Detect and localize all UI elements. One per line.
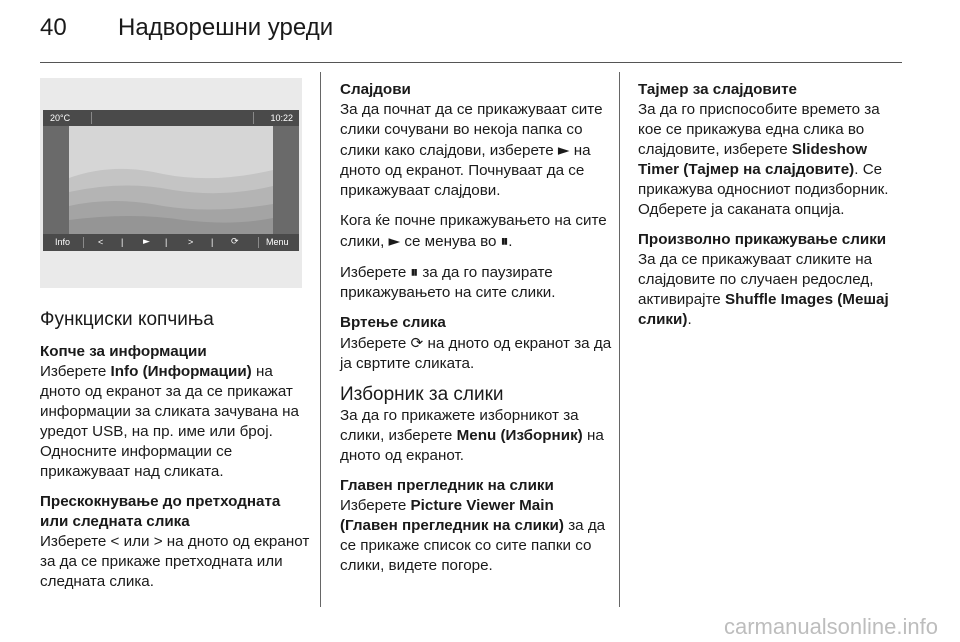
divider-glyph: | — [165, 237, 168, 247]
subheading-shuffle: Произволно прикажување слики — [638, 231, 887, 248]
play-icon: ► — [388, 232, 401, 250]
section-title-function-buttons: Функциски копчиња — [40, 309, 214, 330]
next-symbol: > — [153, 533, 163, 550]
watermark: carmanualsonline.info — [723, 614, 938, 639]
play-button[interactable]: ► — [143, 237, 150, 247]
paragraph-viewer: Главен прегледник на слики Изберете Picture Viewer Main (Главен прегледник на слики) за да се прикаже список со сите папки со слики, видете погоре. — [340, 476, 612, 576]
paragraph-shuffle: Произволно прикажување слики За да се прикажуваат сликите на слајдовите по случаен редослед, активирајте Shuffle Images (Мешај слики). — [638, 230, 904, 330]
paragraph-skip: Прескокнување до претходната или следната слика Изберете < или > на дното од екранот за да се прикаже претходната или следната слика. — [40, 492, 312, 592]
previous-symbol: < — [110, 533, 120, 550]
paragraph-slides-2: Кога ќе почне прикажувањето на сите слики, ► се менува во ⏸. — [340, 212, 607, 250]
paragraph-slides: Слајдови За да почнат да се прикажуваат сите слики сочувани во некоја папка со слики како слајдови, изберете ► на дното од екранот. Почнуваат да се прикажуваат слајдови. — [340, 80, 612, 201]
info-button[interactable]: Info — [55, 237, 71, 247]
paragraph-timer: Тајмер за слајдовите За да го приспособите времето за кое се прикажува една слика во слајдовите, изберете Slideshow Timer (Тајмер на слајдовите). Се прикажува односниот подизборник. Одберете ја саканата опција. — [638, 80, 904, 220]
subheading-slides: Слајдови — [340, 81, 411, 98]
subheading-viewer: Главен прегледник на слики — [340, 477, 554, 494]
paragraph-info-button: Копче за информации Изберете Info (Информации) на дното од екранот за да се прикажат информации за сликата зачувана на уредот USB, на пр. име или број. Односните информации се прикажуваат над сликата. — [40, 342, 312, 482]
ui-label-timer: Slideshow Timer (Тајмер на слајдовите) — [638, 141, 868, 178]
column-divider-2 — [619, 72, 620, 607]
pause-icon: ⏸ — [500, 232, 509, 250]
column-divider-1 — [320, 72, 321, 607]
subheading-info-button: Копче за информации — [40, 343, 207, 360]
subheading-skip: Прескокнување до претходната или следната слика — [40, 493, 281, 530]
right-column — [638, 80, 904, 340]
display-screen — [43, 110, 299, 251]
rotate-icon: ⟳ — [410, 334, 424, 352]
previous-button[interactable]: < — [98, 237, 104, 247]
next-button[interactable]: > — [188, 237, 194, 247]
play-icon: ► — [557, 141, 570, 159]
subheading-timer: Тајмер за слајдовите — [638, 81, 797, 98]
status-bar — [43, 110, 299, 126]
section-title-picture-menu: Изборник за слики — [340, 384, 504, 405]
page-number: 40 — [40, 14, 67, 41]
middle-column — [340, 80, 612, 586]
header-rule — [40, 62, 902, 63]
slide-picture — [43, 126, 299, 234]
ui-label-menu: Menu (Изборник) — [456, 427, 583, 444]
clock-readout: 10:22 — [270, 113, 293, 123]
paragraph-picture-menu: Изборник за слики За да го прикажете изборникот за слики, изберете Menu (Изборник) на дното од екранот. — [340, 384, 612, 466]
paragraph-slides-3: Изберете ⏸ за да го паузирате прикажувањето на сите слики. — [340, 263, 556, 301]
screen-illustration — [40, 78, 302, 288]
pause-icon: ⏸ — [410, 263, 419, 281]
ui-label-viewer: Picture Viewer Main (Главен прегледник на слики) — [340, 497, 564, 534]
paragraph-rotate: Вртење слика Изберете ⟳ на дното од екранот за да ја свртите сликата. — [340, 314, 612, 372]
temperature-readout: 20°C — [50, 113, 71, 123]
rotate-button[interactable]: ⟳ — [231, 237, 239, 247]
left-column — [40, 308, 312, 602]
menu-button[interactable]: Menu — [266, 237, 289, 247]
control-bar — [43, 234, 299, 251]
subheading-rotate: Вртење слика — [340, 314, 446, 331]
ui-label-shuffle: Shuffle Images (Мешај слики) — [638, 291, 889, 328]
divider-glyph: | — [211, 237, 214, 247]
ui-label-info: Info (Информации) — [110, 363, 252, 380]
divider-glyph: | — [121, 237, 124, 247]
mountain-landscape-image — [43, 126, 299, 234]
page-title: Надворешни уреди — [118, 14, 334, 41]
